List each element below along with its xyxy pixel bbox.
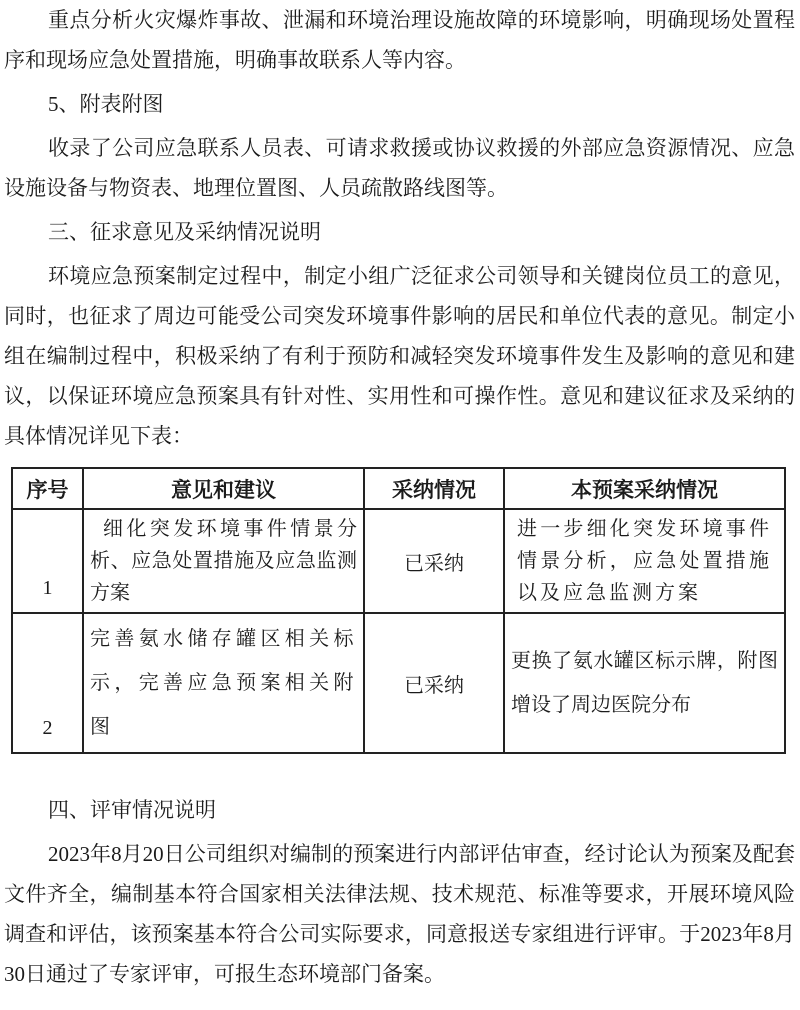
table-row [12, 509, 785, 613]
col-header-opinion: 意见和建议 [83, 468, 364, 509]
cell-opinion: 完善氨水储存罐区相关标示，完善应急预案相关附图 [83, 613, 364, 753]
paragraph-attachments: 收录了公司应急联系人员表、可请求救援或协议救援的外部应急资源情况、应急设施设备与物资表、地理位置图、人员疏散路线图等。 [4, 136, 795, 200]
col-header-serial-number: 序号 [12, 468, 83, 509]
opinion-adoption-table [11, 467, 786, 754]
table-row [12, 613, 785, 753]
cell-plan-adoption: 更换了氨水罐区标示牌，附图增设了周边医院分布 [504, 613, 785, 753]
heading-attachments: 5、附表附图 [48, 92, 164, 116]
cell-serial-number: 1 [12, 509, 83, 613]
table-header-row [12, 468, 785, 509]
paragraph-section4-review: 2023年8月20日公司组织对编制的预案进行内部评估审查，经讨论认为预案及配套文件齐全，编制基本符合国家相关法律法规、技术规范、标准等要求，开展环境风险调查和评估，该预案基本符合公司实际要求，同意报送专家组进行评审。于2023年8月30日通过了专家评审，可报生态环境部门备案。 [4, 842, 795, 986]
col-header-plan-adoption: 本预案采纳情况 [504, 468, 785, 509]
heading-section3-opinions: 三、征求意见及采纳情况说明 [48, 220, 321, 244]
paragraph-section3-opinions: 环境应急预案制定过程中，制定小组广泛征求公司领导和关键岗位员工的意见，同时，也征求了周边可能受公司突发环境事件影响的居民和单位代表的意见。制定小组在编制过程中，积极采纳了有利于预防和减轻突发环境事件发生及影响的意见和建议，以保证环境应急预案具有针对性、实用性和可操作性。意见和建议征求及采纳的具体情况详见下表： [4, 264, 795, 448]
col-header-adoption-status: 采纳情况 [364, 468, 504, 509]
heading-section4-review: 四、评审情况说明 [48, 798, 216, 822]
paragraph-incident-analysis: 重点分析火灾爆炸事故、泄漏和环境治理设施故障的环境影响，明确现场处置程序和现场应急处置措施，明确事故联系人等内容。 [4, 8, 795, 72]
cell-opinion: 细化突发环境事件情景分析、应急处置措施及应急监测方案 [83, 509, 364, 613]
cell-adoption-status: 已采纳 [364, 613, 504, 753]
cell-plan-adoption: 进一步细化突发环境事件情景分析，应急处置措施以及应急监测方案 [504, 509, 785, 613]
cell-serial-number: 2 [12, 613, 83, 753]
cell-adoption-status: 已采纳 [364, 509, 504, 613]
